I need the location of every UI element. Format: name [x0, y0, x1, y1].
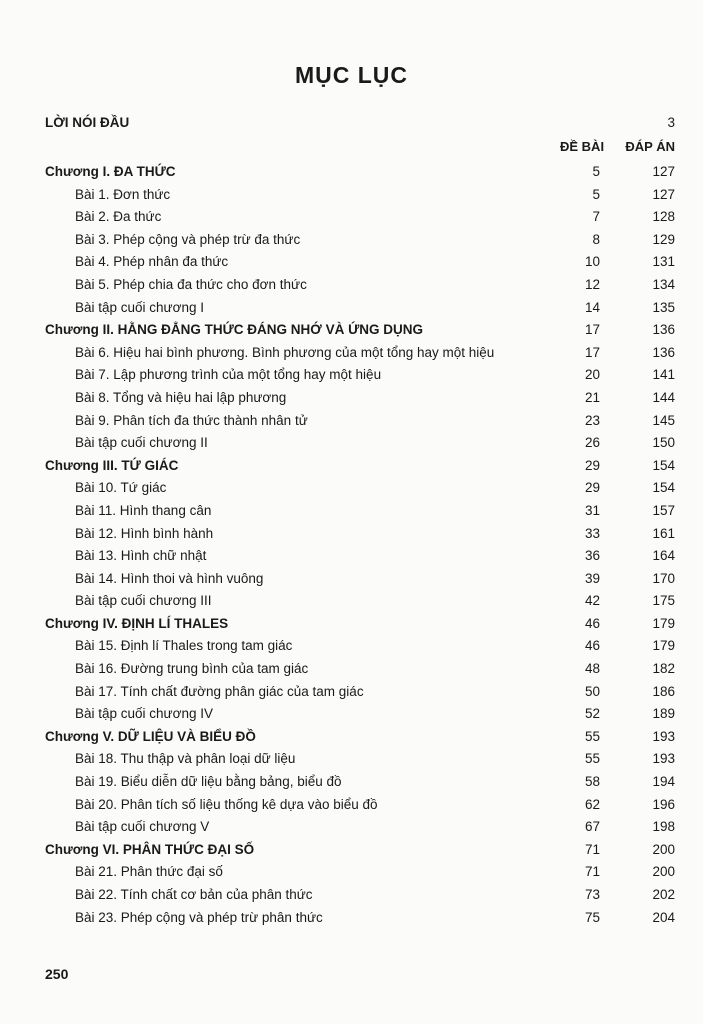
- toc-entry-label: Bài 9. Phân tích đa thức thành nhân tử: [75, 412, 308, 428]
- toc-answer-page: 179: [652, 638, 675, 654]
- toc-entry-label: Bài tập cuối chương V: [75, 819, 210, 835]
- toc-exercise-page: 17: [584, 344, 600, 360]
- toc-answer-page: 204: [652, 909, 675, 925]
- toc-exercise-page: 26: [584, 435, 600, 451]
- toc-entry-label: Bài tập cuối chương IV: [75, 706, 213, 722]
- toc-answer-page: 200: [652, 864, 675, 880]
- toc-entry-label: Bài 12. Hình bình hành: [75, 525, 214, 541]
- toc-exercise-page: 39: [584, 570, 600, 586]
- toc-exercise-page: 14: [584, 299, 600, 315]
- toc-chapter-row[interactable]: [45, 320, 675, 343]
- toc-answer-page: 164: [652, 548, 675, 564]
- toc-answer-page: 131: [652, 254, 675, 270]
- toc-entry-label: Bài 22. Tính chất cơ bản của phân thức: [75, 887, 313, 902]
- toc-answer-page: 136: [652, 344, 675, 360]
- toc-answer-page: 198: [652, 819, 675, 835]
- toc-answer-page: 170: [652, 570, 675, 586]
- toc-exercise-page: 29: [584, 457, 600, 473]
- toc-lesson-row[interactable]: [45, 546, 675, 569]
- toc-exercise-page: 50: [584, 683, 600, 699]
- toc-lesson-row[interactable]: [45, 252, 675, 275]
- toc-exercise-page: 10: [584, 254, 600, 270]
- toc-entry-label: Chương I. ĐA THỨC: [45, 164, 176, 179]
- toc-lesson-row[interactable]: [45, 275, 675, 298]
- toc-answer-page: 200: [652, 841, 675, 857]
- toc-entry-label: Bài 2. Đa thức: [75, 209, 162, 225]
- toc-exercise-page: 67: [584, 819, 600, 835]
- toc-lesson-row[interactable]: [45, 682, 675, 705]
- toc-answer-page: 154: [652, 480, 675, 496]
- toc-answer-page: 134: [652, 276, 675, 292]
- toc-answer-page: 141: [652, 367, 675, 383]
- toc-exercise-page: 7: [592, 209, 600, 225]
- toc-exercise-page: 5: [592, 186, 600, 202]
- column-header-answer: ĐÁP ÁN: [625, 139, 675, 154]
- toc-lesson-row[interactable]: [45, 298, 675, 321]
- toc-entry-label: Bài 20. Phân tích số liệu thống kê dựa vào biểu đồ: [75, 796, 378, 812]
- toc-entry-label: Bài 3. Phép cộng và phép trừ đa thức: [75, 231, 301, 247]
- toc-entry-label: Bài 15. Định lí Thales trong tam giác: [75, 638, 293, 654]
- toc-entry-label: Bài 18. Thu thập và phân loại dữ liệu: [75, 751, 296, 767]
- toc-lesson-row[interactable]: [45, 636, 675, 659]
- toc-lesson-row[interactable]: [45, 230, 675, 253]
- toc-exercise-page: 42: [584, 593, 600, 609]
- toc-answer-page: 128: [652, 209, 675, 225]
- toc-entry-label: Bài 23. Phép cộng và phép trừ phân thức: [75, 909, 323, 925]
- toc-exercise-page: 71: [584, 864, 600, 880]
- toc-entry-label: Bài tập cuối chương III: [75, 593, 212, 609]
- toc-answer-page: 193: [652, 728, 675, 744]
- toc-lesson-row[interactable]: [45, 207, 675, 230]
- toc-exercise-page: 8: [592, 231, 600, 247]
- column-header-exercise: ĐỀ BÀI: [560, 139, 605, 154]
- toc-exercise-page: 75: [584, 909, 600, 925]
- toc-exercise-page: 23: [584, 412, 600, 428]
- toc-entry-label: Bài tập cuối chương II: [75, 435, 208, 451]
- toc-exercise-page: 17: [584, 322, 600, 338]
- toc-entry-label: Chương V. DỮ LIỆU VÀ BIỂU ĐỒ: [45, 728, 256, 744]
- toc-lesson-row[interactable]: [45, 365, 675, 388]
- toc-exercise-page: 55: [584, 751, 600, 767]
- toc-entry-label: Bài 7. Lập phương trình của một tổng hay một hiệu: [75, 367, 382, 383]
- toc-exercise-page: 73: [584, 887, 600, 902]
- page-number: 250: [45, 966, 69, 982]
- toc-exercise-page: 31: [584, 502, 600, 518]
- toc-entry-label: Bài 8. Tổng và hiệu hai lập phương: [75, 389, 287, 405]
- toc-answer-page: 135: [652, 299, 675, 315]
- toc-entry-label: Bài 17. Tính chất đường phân giác của tam giác: [75, 683, 364, 699]
- toc-entry-label: Bài 16. Đường trung bình của tam giác: [75, 661, 309, 677]
- toc-lesson-row[interactable]: [45, 817, 675, 840]
- toc-answer-page: 186: [652, 683, 675, 699]
- toc-entry-label: Bài 13. Hình chữ nhật: [75, 548, 207, 564]
- toc-lesson-row[interactable]: [45, 433, 675, 456]
- toc-lesson-row[interactable]: [45, 749, 675, 772]
- toc-entry-label: Bài 10. Tứ giác: [75, 480, 167, 496]
- toc-entry-label: Bài 5. Phép chia đa thức cho đơn thức: [75, 276, 307, 292]
- toc-intro-label: LỜI NÓI ĐẦU: [45, 115, 130, 130]
- toc-answer-page: 194: [652, 774, 675, 790]
- toc-exercise-page: 48: [584, 661, 600, 677]
- toc-answer-page: 127: [652, 164, 675, 179]
- toc-chapter-row[interactable]: [45, 456, 675, 479]
- toc-exercise-page: 62: [584, 796, 600, 812]
- toc-entry-label: Bài 19. Biểu diễn dữ liệu bằng bảng, biểu đồ: [75, 774, 342, 790]
- toc-answer-page: 129: [652, 231, 675, 247]
- toc-intro-page: 3: [667, 115, 675, 130]
- toc-entry-label: Bài 6. Hiệu hai bình phương. Bình phương của một tổng hay một hiệu: [75, 344, 495, 360]
- toc-exercise-page: 52: [584, 706, 600, 722]
- toc-answer-page: 154: [652, 457, 675, 473]
- toc-exercise-page: 12: [584, 276, 600, 292]
- toc-intro-row[interactable]: [45, 115, 675, 135]
- toc-exercise-page: 33: [584, 525, 600, 541]
- toc-lesson-row[interactable]: [45, 591, 675, 614]
- toc-entry-label: Bài 14. Hình thoi và hình vuông: [75, 570, 264, 586]
- toc-exercise-page: 5: [592, 164, 600, 179]
- toc-exercise-page: 36: [584, 548, 600, 564]
- toc-lesson-row[interactable]: [45, 704, 675, 727]
- toc-answer-page: 144: [652, 389, 675, 405]
- toc-chapter-row[interactable]: [45, 162, 675, 185]
- toc-lesson-row[interactable]: [45, 569, 675, 592]
- table-of-contents: [45, 162, 675, 930]
- toc-answer-page: 189: [652, 706, 675, 722]
- toc-lesson-row[interactable]: [45, 388, 675, 411]
- toc-lesson-row[interactable]: [45, 908, 675, 931]
- toc-entry-label: Bài tập cuối chương I: [75, 299, 204, 315]
- toc-entry-label: Chương VI. PHÂN THỨC ĐẠI SỐ: [45, 841, 255, 857]
- page-title: MỤC LỤC: [294, 62, 409, 88]
- toc-answer-page: 161: [652, 525, 675, 541]
- toc-exercise-page: 46: [584, 638, 600, 654]
- toc-lesson-row[interactable]: [45, 795, 675, 818]
- toc-lesson-row[interactable]: [45, 478, 675, 501]
- toc-chapter-row[interactable]: [45, 840, 675, 863]
- column-headers: [45, 139, 675, 159]
- toc-lesson-row[interactable]: [45, 501, 675, 524]
- toc-answer-page: 196: [652, 796, 675, 812]
- toc-lesson-row[interactable]: [45, 411, 675, 434]
- toc-lesson-row[interactable]: [45, 885, 675, 908]
- toc-lesson-row[interactable]: [45, 862, 675, 885]
- toc-exercise-page: 29: [584, 480, 600, 496]
- toc-chapter-row[interactable]: [45, 727, 675, 750]
- toc-lesson-row[interactable]: [45, 524, 675, 547]
- toc-lesson-row[interactable]: [45, 343, 675, 366]
- toc-answer-page: 182: [652, 661, 675, 677]
- toc-entry-label: Bài 21. Phân thức đại số: [75, 864, 223, 880]
- toc-exercise-page: 55: [584, 728, 600, 744]
- toc-entry-label: Bài 11. Hình thang cân: [75, 502, 212, 518]
- toc-answer-page: 202: [652, 887, 675, 902]
- toc-exercise-page: 58: [584, 774, 600, 790]
- toc-exercise-page: 21: [584, 389, 600, 405]
- toc-lesson-row[interactable]: [45, 772, 675, 795]
- toc-entry-label: Chương III. TỨ GIÁC: [45, 457, 179, 473]
- toc-entry-label: Chương II. HẰNG ĐẲNG THỨC ĐÁNG NHỚ VÀ ỨNG DỤNG: [45, 322, 424, 338]
- toc-lesson-row[interactable]: [45, 659, 675, 682]
- toc-exercise-page: 46: [584, 615, 600, 631]
- toc-answer-page: 127: [652, 186, 675, 202]
- toc-answer-page: 193: [652, 751, 675, 767]
- toc-entry-label: Bài 4. Phép nhân đa thức: [75, 254, 229, 270]
- toc-entry-label: Bài 1. Đơn thức: [75, 186, 171, 202]
- toc-exercise-page: 20: [584, 367, 600, 383]
- toc-answer-page: 150: [652, 435, 675, 451]
- toc-chapter-row[interactable]: [45, 614, 675, 637]
- toc-entry-label: Chương IV. ĐỊNH LÍ THALES: [45, 615, 229, 631]
- toc-exercise-page: 71: [584, 841, 600, 857]
- toc-answer-page: 175: [652, 593, 675, 609]
- toc-answer-page: 145: [652, 412, 675, 428]
- toc-answer-page: 136: [652, 322, 675, 338]
- toc-lesson-row[interactable]: [45, 185, 675, 208]
- toc-answer-page: 157: [652, 502, 675, 518]
- toc-answer-page: 179: [652, 615, 675, 631]
